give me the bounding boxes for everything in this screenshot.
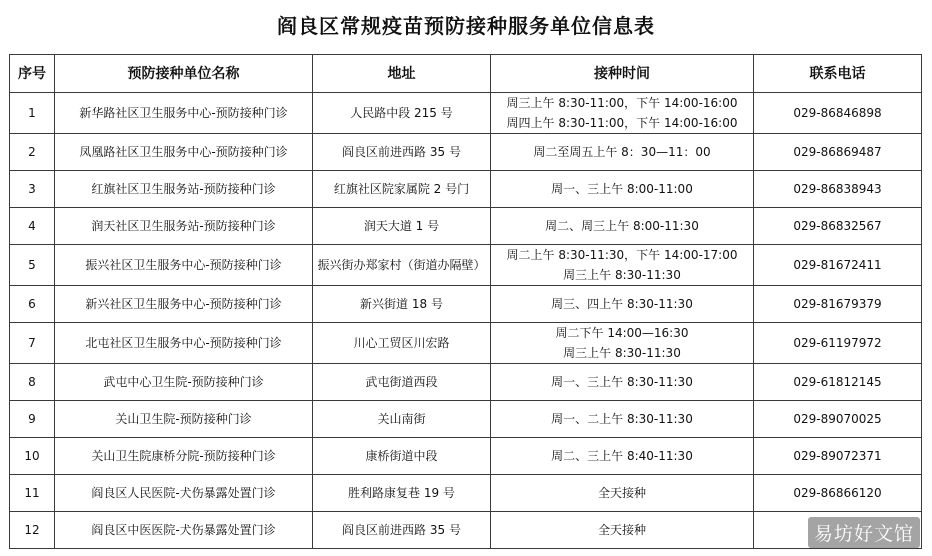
table-row [10,93,922,134]
time-line-1: 周二上午 8:30-11:30，下午 14:00-17:00 [506,248,738,262]
cell-name: 关山卫生院康桥分院-预防接种门诊 [55,438,313,475]
cell-name: 武屯中心卫生院-预防接种门诊 [55,364,313,401]
cell-address: 人民路中段 215 号 [313,93,491,134]
cell-time [491,134,754,171]
time-line-1: 周一、三上午 8:00-11:00 [551,182,693,196]
cell-index: 12 [10,512,55,549]
cell-address: 阎良区前进西路 35 号 [313,512,491,549]
cell-address: 新兴街道 18 号 [313,286,491,323]
time-line-1: 周一、三上午 8:30-11:30 [551,375,693,389]
table-body [10,93,922,549]
header-phone: 联系电话 [754,55,922,93]
cell-phone: 029-86869487 [754,134,922,171]
vaccination-info-table [9,54,922,549]
table-row [10,323,922,364]
header-index: 序号 [10,55,55,93]
cell-time [491,475,754,512]
cell-phone: 029-86838943 [754,171,922,208]
time-line-1: 周一、二上午 8:30-11:30 [551,412,693,426]
page-title: 阎良区常规疫苗预防接种服务单位信息表 [277,14,655,38]
table-row [10,245,922,286]
cell-address: 阎良区前进西路 35 号 [313,134,491,171]
cell-index: 9 [10,401,55,438]
table-row [10,208,922,245]
cell-name: 新兴社区卫生服务中心-预防接种门诊 [55,286,313,323]
cell-index: 3 [10,171,55,208]
cell-time [491,364,754,401]
cell-phone: 029-86846898 [754,93,922,134]
cell-index: 1 [10,93,55,134]
time-line-1: 周三、四上午 8:30-11:30 [551,297,693,311]
cell-name: 凤凰路社区卫生服务中心-预防接种门诊 [55,134,313,171]
cell-name: 振兴社区卫生服务中心-预防接种门诊 [55,245,313,286]
table-row [10,475,922,512]
cell-address: 康桥街道中段 [313,438,491,475]
cell-time [491,245,754,286]
cell-phone: 029-61197972 [754,323,922,364]
cell-address: 润天大道 1 号 [313,208,491,245]
cell-name: 润天社区卫生服务站-预防接种门诊 [55,208,313,245]
cell-time [491,93,754,134]
cell-index: 5 [10,245,55,286]
time-line-1: 周三上午 8:30-11:00，下午 14:00-16:00 [506,96,738,110]
cell-index: 11 [10,475,55,512]
cell-index: 8 [10,364,55,401]
cell-name: 阎良区中医医院-犬伤暴露处置门诊 [55,512,313,549]
table-row [10,134,922,171]
cell-index: 10 [10,438,55,475]
cell-phone: 029-81679379 [754,286,922,323]
time-line-2: 周三上午 8:30-11:30 [563,346,681,360]
cell-time [491,401,754,438]
header-row [10,55,922,93]
cell-index: 7 [10,323,55,364]
watermark: 易坊好文馆 [808,517,920,548]
cell-index: 6 [10,286,55,323]
cell-name: 阎良区人民医院-犬伤暴露处置门诊 [55,475,313,512]
header-time: 接种时间 [491,55,754,93]
time-line-1: 全天接种 [597,486,646,500]
cell-time [491,286,754,323]
cell-phone: 029-61812145 [754,364,922,401]
cell-time [491,208,754,245]
time-line-1: 全天接种 [597,523,646,537]
cell-index: 2 [10,134,55,171]
cell-phone: 029-89072371 [754,438,922,475]
cell-address: 川心工贸区川宏路 [313,323,491,364]
time-line-1: 周二下午 14:00—16:30 [555,326,689,340]
table-row [10,512,922,549]
table-row [10,286,922,323]
time-line-1: 周二至周五上午 8：30—11：00 [533,145,711,159]
cell-name: 新华路社区卫生服务中心-预防接种门诊 [55,93,313,134]
cell-name: 关山卫生院-预防接种门诊 [55,401,313,438]
cell-phone: 029-86866120 [754,475,922,512]
time-line-1: 周二、三上午 8:40-11:30 [551,449,693,463]
cell-phone: 029-81672411 [754,245,922,286]
cell-index: 4 [10,208,55,245]
cell-name: 北屯社区卫生服务中心-预防接种门诊 [55,323,313,364]
cell-address: 武屯街道西段 [313,364,491,401]
cell-phone: 029-86832567 [754,208,922,245]
cell-address: 胜利路康复巷 19 号 [313,475,491,512]
header-address: 地址 [313,55,491,93]
table-row [10,438,922,475]
cell-name: 红旗社区卫生服务站-预防接种门诊 [55,171,313,208]
cell-time [491,171,754,208]
cell-address: 振兴街办郑家村（街道办隔壁） [313,245,491,286]
cell-time [491,512,754,549]
header-name: 预防接种单位名称 [55,55,313,93]
cell-time [491,438,754,475]
table-row [10,171,922,208]
time-line-2: 周三上午 8:30-11:30 [563,268,681,282]
time-line-2: 周四上午 8:30-11:00，下午 14:00-16:00 [506,116,738,130]
table-row [10,364,922,401]
time-line-1: 周二、周三上午 8:00-11:30 [545,219,699,233]
cell-address: 关山南街 [313,401,491,438]
cell-address: 红旗社区院家属院 2 号门 [313,171,491,208]
cell-phone: 029-89070025 [754,401,922,438]
table-row [10,401,922,438]
cell-time [491,323,754,364]
